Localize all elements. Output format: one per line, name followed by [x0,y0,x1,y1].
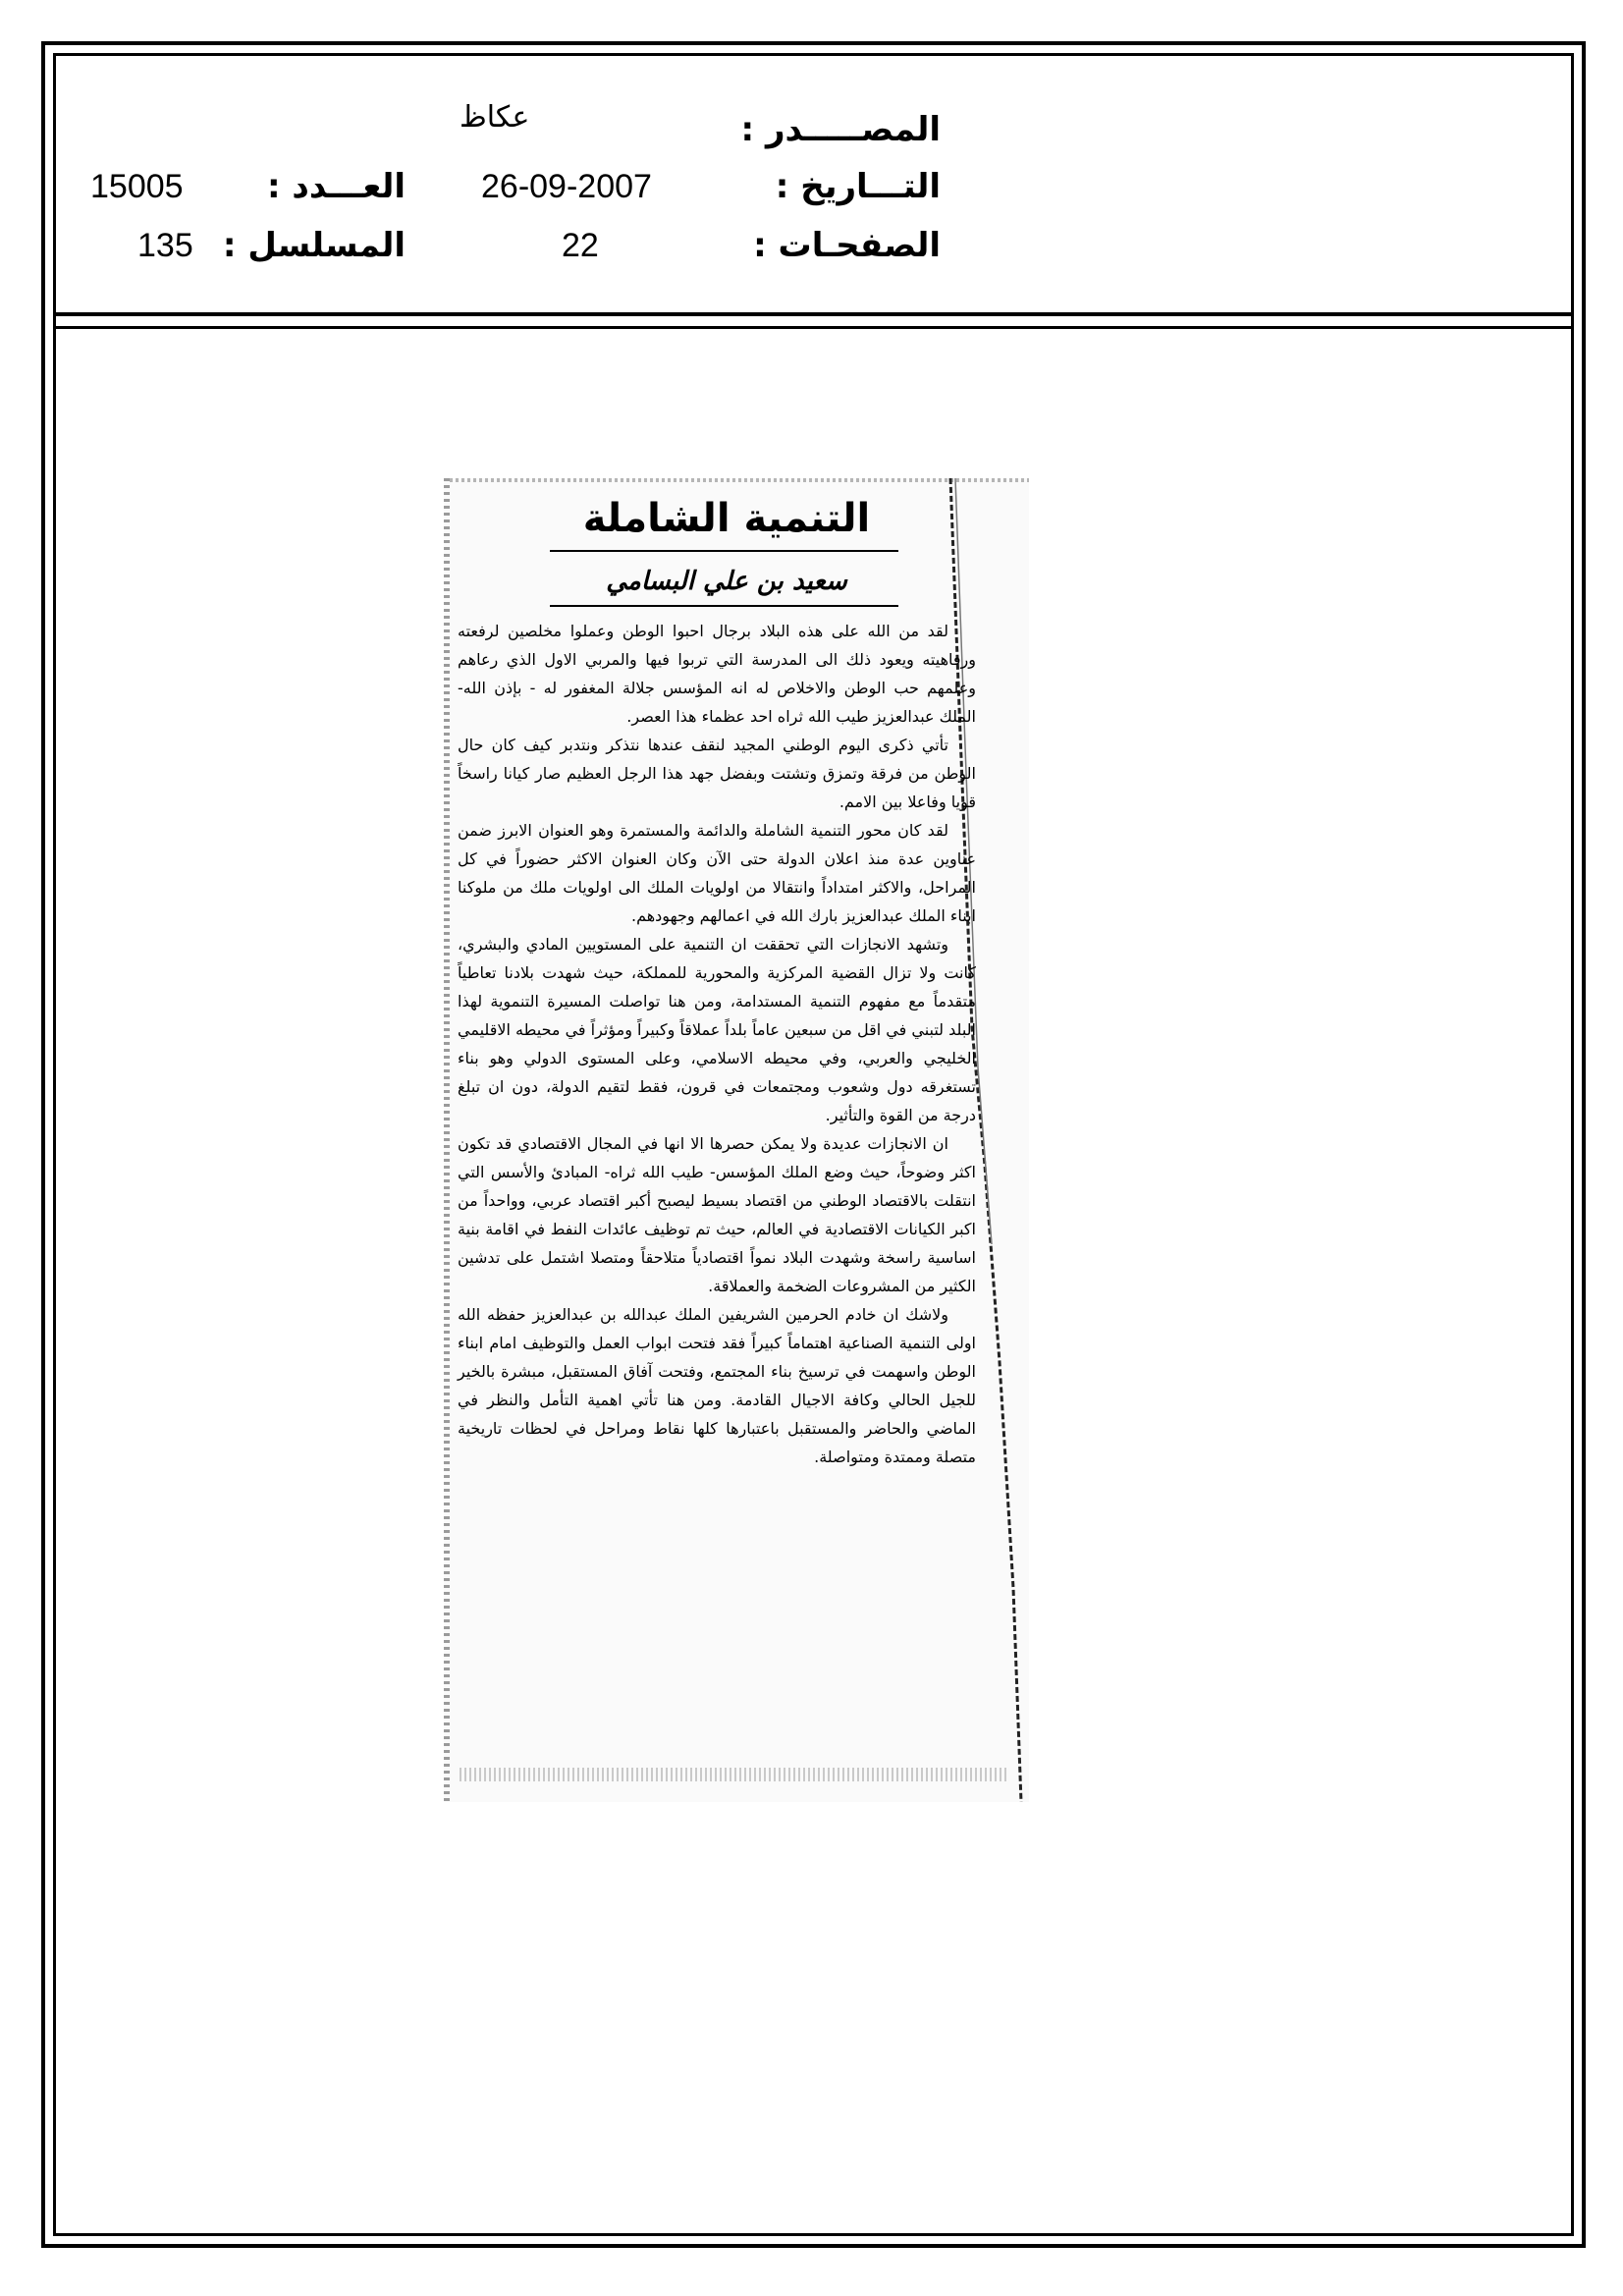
author-underline [550,605,898,607]
title-underline [550,550,898,552]
source-label: المصـــــدر : [740,110,941,149]
source-value: عكاظ [460,100,530,135]
article-paragraph: ان الانجازات عديدة ولا يمكن حصرها الا انها في المجال الاقتصادي قد تكون اكثر وضوحاً، حيث وضع الملك المؤسس- طيب الله ثراه- المبادئ والأسس التي انتقلت بالاقتصاد الوطني من اقتصاد بسيط ليصبح أكبر اقتصاد عربي، وواحداً من اكبر الكيانات الاقتصادية في العالم، حيث تم توظيف عائدات النفط في اقامة بنية اساسية راسخة وشهدت البلاد نمواً اقتصادياً متلاحقاً ومتصلا اشتمل على تدشين الكثير من المشروعات الضخمة والعملاقة. [458,1134,976,1295]
article-paragraph: لقد كان محور التنمية الشاملة والدائمة والمستمرة وهو العنوان الابرز ضمن عناوين عدة منذ اعلان الدولة حتى الآن وكان العنوان الاكثر حضوراً في كل المراحل، والاكثر امتداداً وانتقالا من اولويات الملك الى اولويات ملك من ملوكنا ابناء الملك عبدالعزيز بارك الله في اعمالهم وجهودهم. [458,821,976,925]
date-label: التـــاريخ : [775,167,941,206]
clipping-edge-bottom [460,1768,1009,1781]
issue-value: 15005 [90,168,184,205]
article-author: سعيد بن علي البسامي [606,567,847,596]
serial-label: المسلسل : [222,226,406,265]
article-paragraph: لقد من الله على هذه البلاد برجال احبوا الوطن وعملوا مخلصين لرفعته ورفاهيته ويعود ذلك الى المدرسة التي تربوا فيها والمربي الاول الذي رعاهم وعلمهم حب الوطن والاخلاص له انه المؤسس جلالة المغفور له - بإذن الله- الملك عبدالعزيز طيب الله ثراه احد عظماء هذا العصر. [458,622,976,726]
serial-value: 135 [137,227,193,264]
article-paragraph: تأتي ذكرى اليوم الوطني المجيد لنقف عندها نتذكر ونتدبر كيف كان حال الوطن من فرقة وتمزق وتشتت وبفضل جهد هذا الرجل العظيم صار كيانا راسخاً قويا وفاعلا بين الامم. [458,736,976,811]
pages-value: 22 [562,227,599,264]
header-divider-line-2 [53,326,1574,329]
issue-label: العـــدد : [267,167,406,206]
clipping-edge-left [444,478,450,1802]
article-title: التنمية الشاملة [582,496,871,541]
header-divider-line [53,312,1574,316]
article-paragraph: وتشهد الانجازات التي تحققت ان التنمية على المستويين المادي والبشري، كانت ولا تزال القضية المركزية والمحورية للمملكة، حيث شهدت بلادنا تعاطياً متقدماً مع مفهوم التنمية المستدامة، ومن هنا تواصلت المسيرة التنموية لهذا البلد لتبني في اقل من سبعين عاماً بلداً عملاقاً وكبيراً ومؤثراً في محيطه الاقليمي الخليجي والعربي، وفي محيطه الاسلامي، وعلى المستوى الدولي وهو بناء تستغرقه دول وشعوب ومجتمعات في قرون، فقط لتقيم الدولة، دون ان تبلغ درجة من القوة والتأثير. [458,935,976,1124]
article-body [458,617,976,1471]
pages-label: الصفحـات : [753,226,941,265]
date-value: 26-09-2007 [481,168,652,205]
article-paragraph: ولاشك ان خادم الحرمين الشريفين الملك عبدالله بن عبدالعزيز حفظه الله اولى التنمية الصناعية اهتماماً كبيراً فقد فتحت ابواب العمل والتوظيف امام ابناء الوطن واسهمت في ترسيخ بناء المجتمع، وفتحت آفاق المستقبل، مبشرة بالخير للجيل الحالي وكافة الاجيال القادمة. ومن هنا تأتي اهمية التأمل والنظر في الماضي والحاضر والمستقبل باعتبارها كلها نقاط ومراحل في لحظات تاريخية متصلة وممتدة ومتواصلة. [458,1305,976,1466]
